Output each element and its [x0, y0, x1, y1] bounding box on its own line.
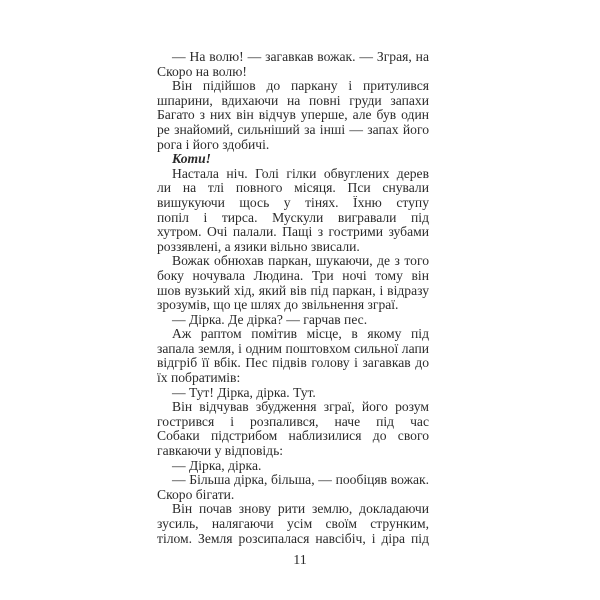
text-line: запала земля, і одним поштовхом сильної лапи — [157, 341, 429, 356]
text-line: Він відчував збудження зграї, його розум — [172, 400, 429, 415]
text-line: зрозумів, що це шлях до звільнення зграї. — [157, 297, 399, 313]
text-line: шпарини, вдихаючи на повні груди запахи — [157, 93, 429, 108]
text-line: — Тут! Дірка, дірка. Тут. — [172, 384, 316, 400]
text-line-emphasis: Коти! — [172, 151, 211, 167]
text-line: ли на тлі повного місяця. Пси снували — [157, 181, 429, 196]
page-number: 11 — [293, 553, 307, 568]
text-line: Аж раптом помітив місце, в якому під — [172, 327, 429, 342]
text-line: Багато з них він відчув уперше, але був один — [157, 108, 429, 123]
text-line: гавкаючи у відповідь: — [157, 443, 284, 459]
text-line: вишукуючи щось у тінях. Їхню ступу — [157, 195, 429, 210]
text-line: роззявлені, а язики вільно звисали. — [157, 238, 360, 254]
text-line: Він почав знову рити землю, докладаючи — [172, 502, 429, 517]
text-line: ре знайомий, сильніший за інші — запах його — [157, 122, 429, 137]
text-line: їх побратимів: — [157, 370, 241, 386]
text-line: Скоро на волю! — [157, 63, 247, 79]
text-line: — На волю! — загавкав вожак. — Зграя, на — [172, 50, 429, 64]
text-line: рога і його здобичі. — [157, 136, 270, 152]
text-line: Собаки підстрибом наблизилися до свого — [157, 429, 429, 444]
text-line: відгріб її вбік. Пес підвів голову і загавкав до — [157, 356, 429, 371]
text-line: хутром. Очі палали. Пащі з гострими зубами — [157, 225, 429, 240]
text-line: Вожак обнюхав паркан, шукаючи, де з того — [172, 254, 429, 269]
text-line: зусиль, налягаючи усім своїм струнким, — [157, 517, 429, 531]
text-line: боку ночувала Людина. Три ночі тому він — [157, 268, 429, 283]
text-line: гострився і розпалився, наче під час — [157, 414, 429, 429]
text-line: Настала ніч. Голі гілки обвуглених дерев — [172, 166, 429, 181]
text-line: попіл і тирса. Мускули вигравали під — [157, 210, 429, 225]
text-line: шов вузький хід, який вів під паркан, і відразу — [157, 283, 429, 298]
text-line: — Дірка, дірка. — [172, 457, 262, 473]
text-line: тілом. Земля розсипалася навсібіч, і діра під — [157, 531, 429, 546]
text-line: Він підійшов до паркану і притулився — [172, 79, 429, 94]
text-line: — Більша дірка, більша, — пообіцяв вожак. — [172, 473, 429, 488]
text-line: — Дірка. Де дірка? — гарчав пес. — [172, 311, 368, 327]
page-body-text — [157, 50, 429, 546]
text-line: Скоро бігати. — [157, 486, 235, 502]
